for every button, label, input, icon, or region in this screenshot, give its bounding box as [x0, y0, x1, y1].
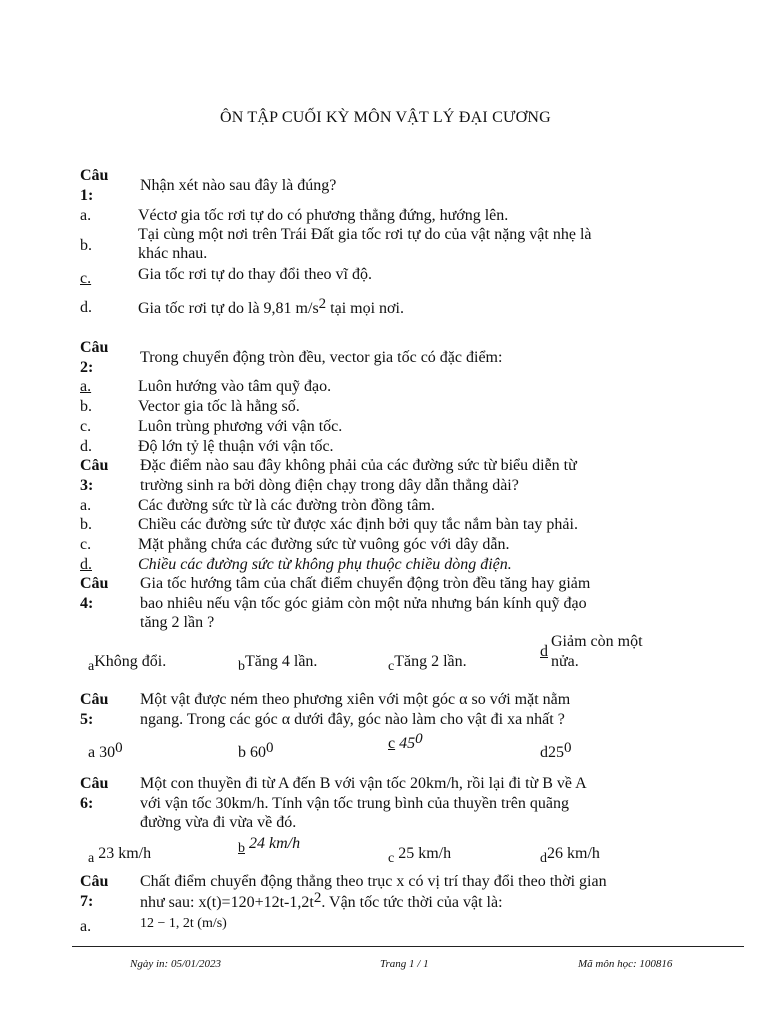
- q2-option-c: Luôn trùng phương với vận tốc.: [138, 418, 343, 435]
- q5-question-line2: ngang. Trong các góc α dưới đây, góc nào làm cho vật đi xa nhất ?: [140, 711, 565, 728]
- q1-option-d-letter: d.: [80, 299, 92, 316]
- q6-option-a: a 23 km/h: [88, 845, 152, 866]
- q4-question-line1: Gia tốc hướng tâm của chất điểm chuyển động tròn đều tăng hay giảm: [140, 575, 591, 592]
- q2-number: 2:: [80, 359, 94, 376]
- q1-option-d: Gia tốc rơi tự do là 9,81 m/s2 tại mọi nơi.: [138, 296, 404, 317]
- q5-number: 5:: [80, 711, 94, 728]
- q4-option-b: bTăng 4 lần.: [238, 653, 318, 674]
- q4-option-c: cTăng 2 lần.: [388, 653, 467, 674]
- q3-option-a: Các đường sức từ là các đường tròn đồng tâm.: [138, 497, 435, 514]
- q4-question-line2: bao nhiêu nếu vận tốc góc giảm còn một nửa nhưng bán kính quỹ đạo: [140, 595, 587, 612]
- q3-question-line1: Đặc điểm nào sau đây không phải của các đường sức từ biểu diễn từ: [140, 457, 577, 474]
- q5-question-line1: Một vật được ném theo phương xiên với một góc α so với mặt nằm: [140, 691, 571, 708]
- q3-option-b: Chiều các đường sức từ được xác định bởi quy tắc nắm bàn tay phải.: [138, 516, 578, 533]
- q5-label: Câu: [80, 691, 109, 708]
- q4-option-d-line1: Giảm còn một: [551, 633, 643, 650]
- q1-number: 1:: [80, 187, 94, 204]
- footer-page-number: Trang 1 / 1: [380, 958, 429, 970]
- q3-option-a-letter: a.: [80, 497, 92, 514]
- q7-option-a: 12 − 1, 2t (m/s): [140, 916, 227, 931]
- q2-question: Trong chuyển động tròn đều, vector gia tốc có đặc điểm:: [140, 349, 503, 366]
- q2-option-d: Độ lớn tỷ lệ thuận với vận tốc.: [138, 438, 334, 455]
- q4-question-line3: tăng 2 lần ?: [140, 614, 215, 631]
- footer-print-date: Ngày in: 05/01/2023: [130, 958, 222, 970]
- q3-label: Câu: [80, 457, 109, 474]
- footer-course-code: Mã môn học: 100816: [578, 958, 673, 970]
- q6-option-c: c 25 km/h: [388, 845, 452, 866]
- q6-number: 6:: [80, 795, 94, 812]
- q3-option-b-letter: b.: [80, 516, 92, 533]
- q4-label: Câu: [80, 575, 109, 592]
- q5-option-a: a 300: [88, 740, 123, 761]
- q1-question: Nhận xét nào sau đây là đúng?: [140, 177, 337, 194]
- q1-option-c: Gia tốc rơi tự do thay đổi theo vĩ độ.: [138, 266, 372, 283]
- q3-option-c-letter: c.: [80, 536, 92, 553]
- q3-option-d: Chiều các đường sức từ không phụ thuộc chiều dòng điện.: [138, 556, 512, 573]
- q7-option-a-letter: a.: [80, 918, 92, 935]
- q7-label: Câu: [80, 873, 109, 890]
- q5-option-d: d250: [540, 740, 572, 761]
- q2-option-b: Vector gia tốc là hằng số.: [138, 398, 300, 415]
- q1-option-a: Véctơ gia tốc rơi tự do có phương thẳng đứng, hướng lên.: [138, 207, 509, 224]
- q1-option-b-line2: khác nhau.: [138, 245, 208, 262]
- q2-option-a-letter: a.: [80, 378, 92, 395]
- q1-option-b-letter: b.: [80, 237, 92, 254]
- q5-option-b: b 600: [238, 740, 274, 761]
- q6-question-line2: với vận tốc 30km/h. Tính vận tốc trung bình của thuyền trên quãng: [140, 795, 569, 812]
- q3-question-line2: trường sinh ra bởi dòng điện chạy trong dây dẫn thẳng dài?: [140, 477, 519, 494]
- q6-question-line1: Một con thuyền đi từ A đến B với vận tốc 20km/h, rồi lại đi từ B về A: [140, 775, 587, 792]
- q7-question-line2: như sau: x(t)=120+12t-1,2t2. Vận tốc tức thời của vật là:: [140, 890, 503, 911]
- q3-option-c: Mặt phẳng chứa các đường sức từ vuông góc với dây dẫn.: [138, 536, 510, 553]
- q3-option-d-letter: d.: [80, 556, 92, 573]
- q2-option-a: Luôn hướng vào tâm quỹ đạo.: [138, 378, 332, 395]
- q6-option-d: d26 km/h: [540, 845, 600, 866]
- footer-divider: [72, 946, 744, 947]
- q2-option-d-letter: d.: [80, 438, 92, 455]
- q1-label: Câu: [80, 167, 109, 184]
- q1-option-a-letter: a.: [80, 207, 92, 224]
- q2-option-b-letter: b.: [80, 398, 92, 415]
- page-title: ÔN TẬP CUỐI KỲ MÔN VẬT LÝ ĐẠI CƯƠNG: [220, 109, 551, 126]
- q7-question-line1: Chất điểm chuyển động thẳng theo trục x có vị trí thay đổi theo thời gian: [140, 873, 607, 890]
- q4-option-d-line2: nửa.: [551, 653, 579, 670]
- q7-number: 7:: [80, 893, 94, 910]
- q6-question-line3: đường vừa đi vừa về đó.: [140, 814, 297, 831]
- q2-label: Câu: [80, 339, 109, 356]
- q4-option-a: aKhông đổi.: [88, 653, 167, 674]
- q1-option-b-line1: Tại cùng một nơi trên Trái Đất gia tốc rơi tự do của vật nặng vật nhẹ là: [138, 226, 592, 243]
- q3-number: 3:: [80, 477, 94, 494]
- q4-option-d-letter: d: [540, 643, 548, 660]
- q6-label: Câu: [80, 775, 109, 792]
- q2-option-c-letter: c.: [80, 418, 92, 435]
- q5-option-c: c 450: [388, 731, 423, 752]
- q4-number: 4:: [80, 595, 94, 612]
- q6-option-b: b 24 km/h: [238, 835, 301, 856]
- q1-option-c-letter: c.: [80, 270, 92, 287]
